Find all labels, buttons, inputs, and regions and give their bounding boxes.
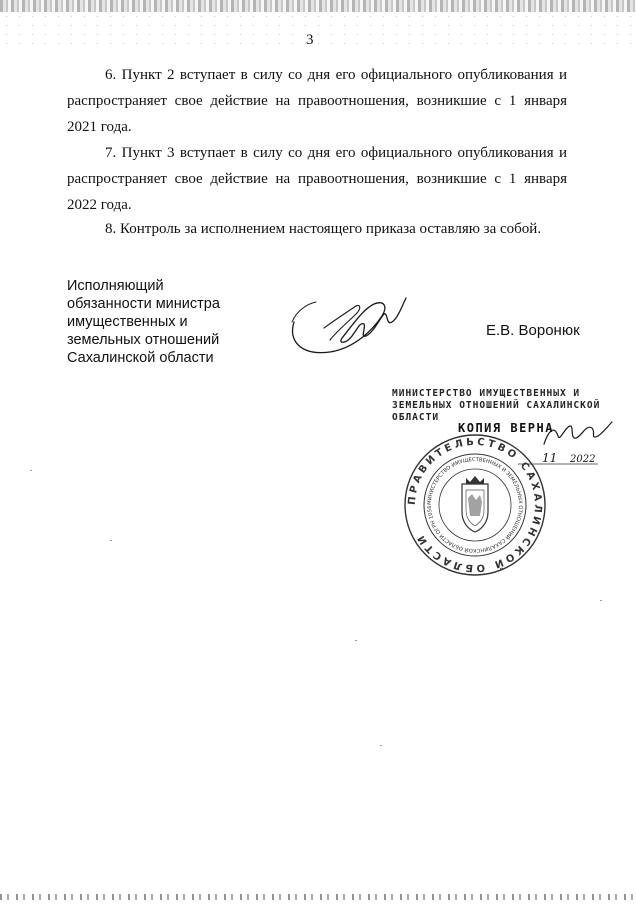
position-line: земельных отношений <box>67 332 220 348</box>
official-seal-icon <box>400 432 550 578</box>
scan-noise-top <box>0 12 636 52</box>
signatory-name: Е.В. Воронюк <box>486 322 580 339</box>
scan-speck <box>380 745 382 746</box>
date-day: 11 <box>542 451 558 465</box>
date-year: 2022 <box>570 454 596 465</box>
paragraph-8: 8. Контроль за исполнением настоящего приказа оставляю за собой. <box>105 221 542 237</box>
paragraph-7: 7. Пункт 3 вступает в силу со дня его официального опубликования и распространяет свое действие на правоотношения, возникшие с 1 января 2022 года. <box>67 145 567 213</box>
scan-speck <box>600 600 602 601</box>
page-number: 3 <box>306 32 314 48</box>
signature-icon <box>286 292 412 362</box>
scan-speck <box>355 640 357 641</box>
position-line: Сахалинской области <box>67 350 214 366</box>
stamp-line: ЗЕМЕЛЬНЫХ ОТНОШЕНИЙ САХАЛИНСКОЙ <box>392 400 601 411</box>
scan-artifact-top <box>0 0 636 12</box>
scan-speck <box>30 470 32 471</box>
position-line: Исполняющий <box>67 278 164 294</box>
stamp-line: МИНИСТЕРСТВО ИМУЩЕСТВЕННЫХ И <box>392 388 581 399</box>
signatory-position <box>67 277 267 367</box>
seal-outer-text: ПРАВИТЕЛЬСТВО САХАЛИНСКОЙ ОБЛАСТИ <box>406 436 544 574</box>
paragraph-6: 6. Пункт 2 вступает в силу со дня его официального опубликования и распространяет свое действие на правоотношения, возникшие с 1 января 2021 года. <box>67 67 567 135</box>
position-line: обязанности министра <box>67 296 220 312</box>
position-line: имущественных и <box>67 314 188 330</box>
scan-artifact-bottom <box>0 894 636 900</box>
stamp-line: ОБЛАСТИ <box>392 412 440 423</box>
copy-certified-label: КОПИЯ ВЕРНА <box>458 421 554 435</box>
scan-speck <box>110 540 112 541</box>
seal-inner-text: МИНИСТЕРСТВО ИМУЩЕСТВЕННЫХ И ЗЕМЕЛЬНЫХ ОТНОШЕНИЙ САХАЛИНСКОЙ ОБЛАСТИ ОГРН 1056 <box>426 456 524 554</box>
